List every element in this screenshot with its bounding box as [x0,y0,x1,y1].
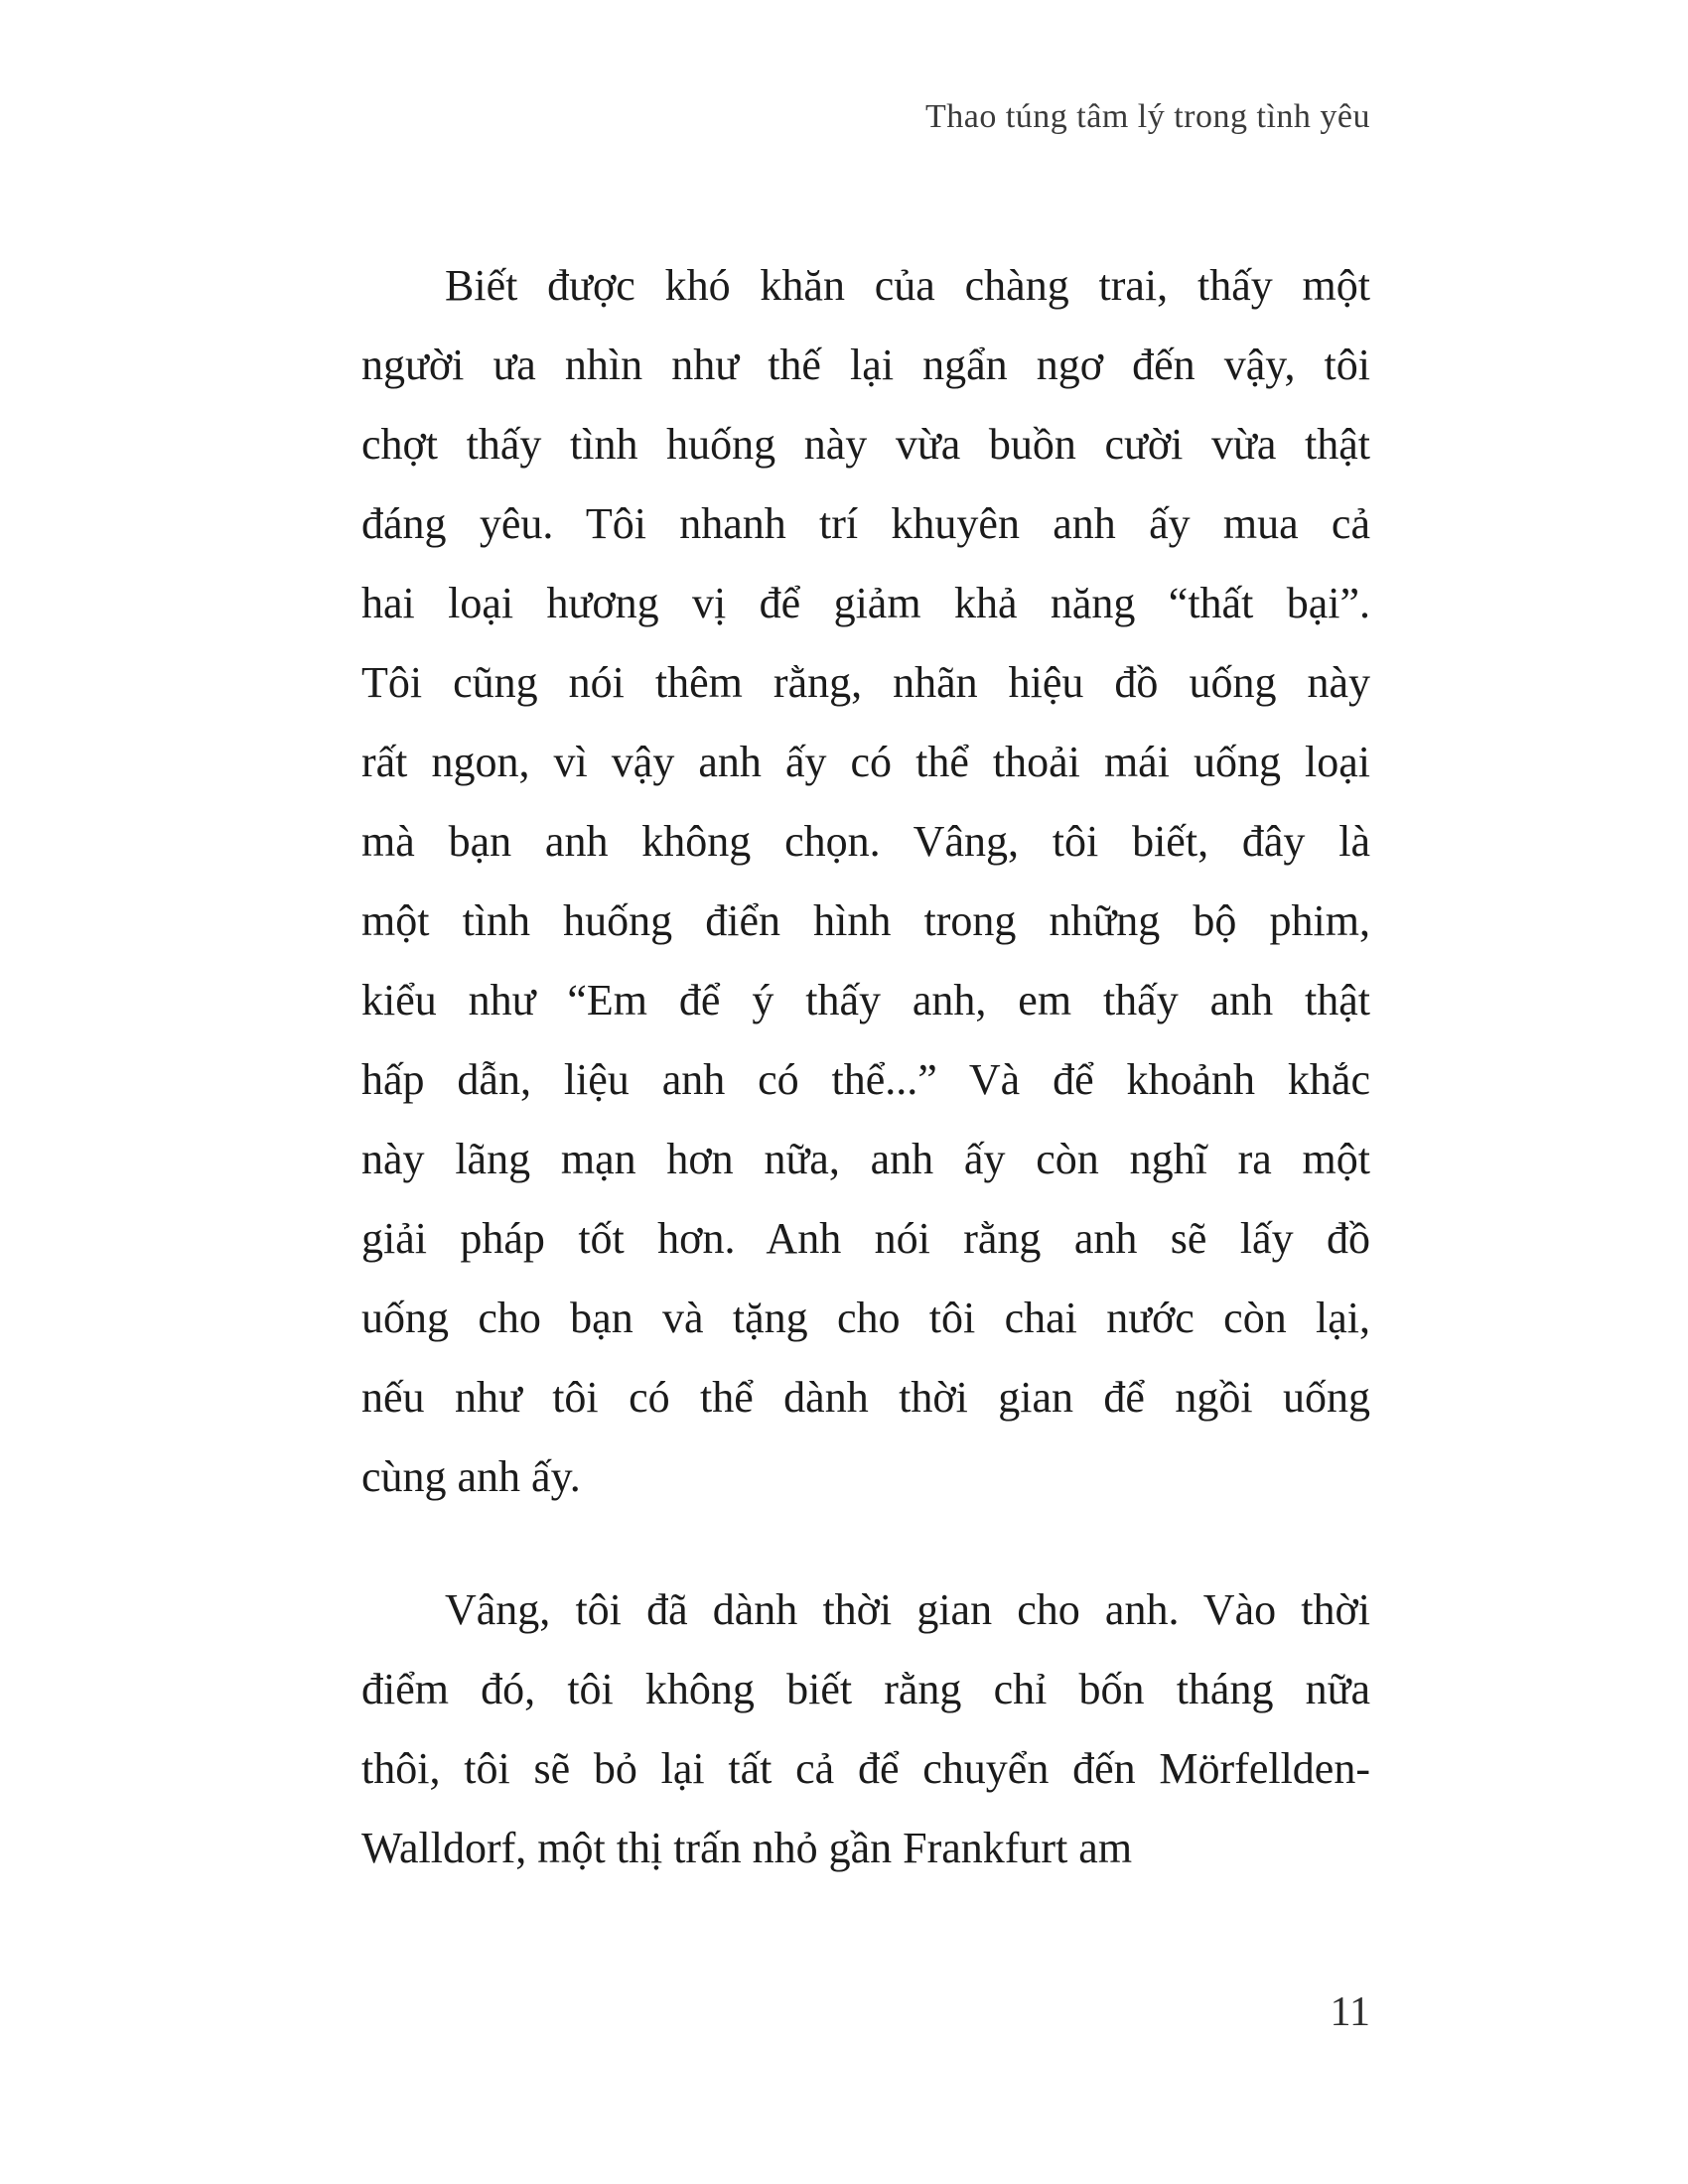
text-line: đáng yêu. Tôi nhanh trí khuyên anh ấy mua cả [361,499,1370,548]
text-line: nếu như tôi có thể dành thời gian để ngồi uống [361,1373,1370,1422]
text-line: rất ngon, vì vậy anh ấy có thể thoải mái uống loại [361,738,1370,786]
text-line: điểm đó, tôi không biết rằng chỉ bốn tháng nữa [361,1665,1370,1713]
text-line: uống cho bạn và tặng cho tôi chai nước còn lại, [361,1294,1370,1342]
paragraph-2 [361,1570,1370,1888]
text-line: hai loại hương vị để giảm khả năng “thất bại”. [361,579,1370,627]
text-line: chợt thấy tình huống này vừa buồn cười vừa thật [361,420,1370,469]
running-header: Thao túng tâm lý trong tình yêu [925,98,1370,135]
text-line: hấp dẫn, liệu anh có thể...” Và để khoảnh khắc [361,1055,1370,1104]
text-line: này lãng mạn hơn nữa, anh ấy còn nghĩ ra một [361,1135,1370,1183]
text-line: mà bạn anh không chọn. Vâng, tôi biết, đây là [361,817,1370,866]
text-line: giải pháp tốt hơn. Anh nói rằng anh sẽ lấy đồ [361,1214,1370,1263]
text-line: một tình huống điển hình trong những bộ phim, [361,896,1370,945]
text-line: Tôi cũng nói thêm rằng, nhãn hiệu đồ uống này [361,658,1370,707]
text-line: người ưa nhìn như thế lại ngẩn ngơ đến vậy, tôi [361,341,1370,389]
text-line: Biết được khó khăn của chàng trai, thấy một [445,261,1370,310]
paragraph-1 [361,246,1370,1517]
text-line: cùng anh ấy. [361,1452,581,1501]
text-line: Vâng, tôi đã dành thời gian cho anh. Vào thời [445,1585,1370,1634]
body-text [361,246,1370,1888]
text-line: kiểu như “Em để ý thấy anh, em thấy anh thật [361,976,1370,1024]
text-line: Walldorf, một thị trấn nhỏ gần Frankfurt am [361,1824,1133,1872]
page-number: 11 [1330,1989,1370,2035]
text-line: thôi, tôi sẽ bỏ lại tất cả để chuyển đến Mörfellden- [361,1744,1370,1793]
